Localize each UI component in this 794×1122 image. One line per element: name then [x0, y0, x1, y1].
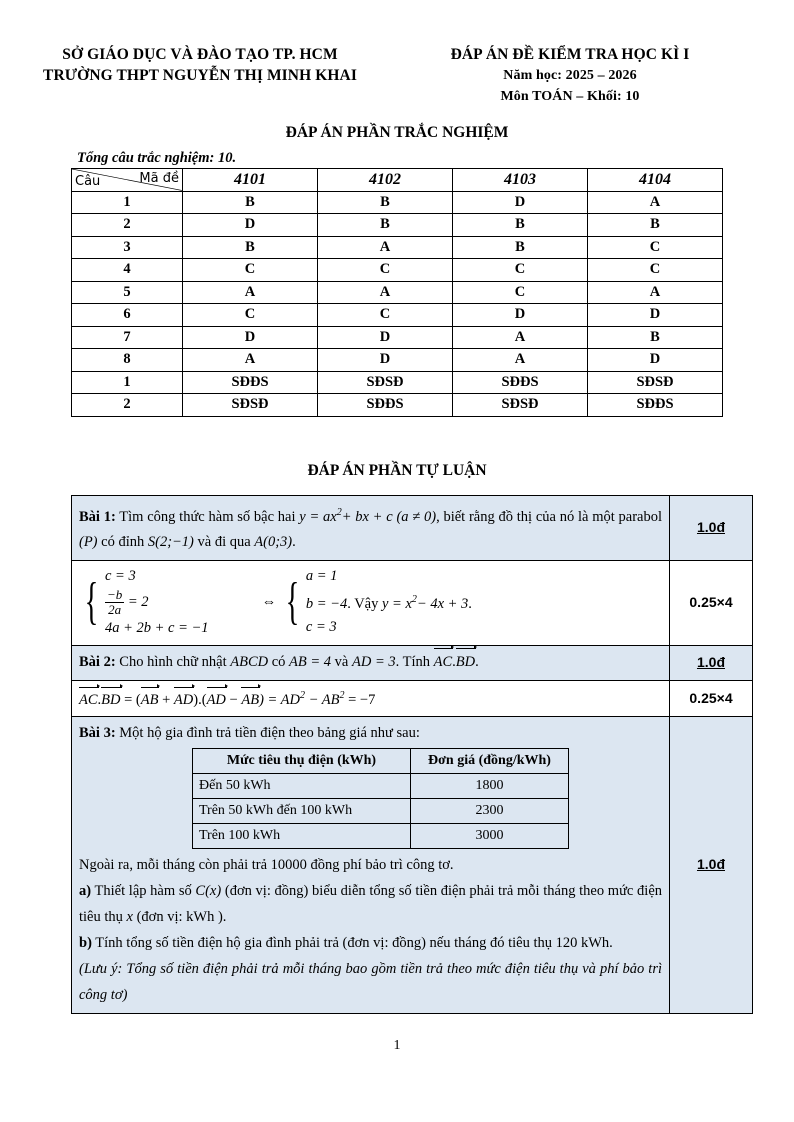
table-row	[72, 349, 723, 372]
vector-ac: AC	[79, 689, 98, 711]
vector-ac: AC	[434, 650, 453, 675]
bai2-points-value: 1.0đ	[696, 654, 725, 671]
bai3-intro: Một hộ gia đình trả tiền điện theo bảng giá như sau:	[119, 724, 420, 741]
bai1-label: Bài 1:	[79, 508, 116, 525]
price-header-tier: Mức tiêu thụ điện (kWh)	[193, 748, 411, 773]
bai3-a-label: a)	[79, 882, 92, 899]
bai2-close-2: ) = AD	[259, 691, 300, 708]
exam-code-4101: 4101	[183, 169, 318, 192]
answer-cell: D	[318, 349, 453, 372]
table-row	[72, 281, 723, 304]
bai2-solution	[72, 680, 670, 716]
electricity-price-table	[192, 748, 569, 849]
school-year: Năm học: 2025 – 2026	[503, 68, 637, 83]
bai2-exp-2: 2	[339, 689, 345, 701]
bai2-text-1: Cho hình chữ nhật	[119, 653, 227, 670]
dot-operator: .	[452, 653, 456, 670]
answer-cell: B	[318, 191, 453, 214]
bai2-minus-2: − AB	[308, 691, 340, 708]
bai2-ab: AB = 4	[289, 653, 332, 670]
question-number: 3	[72, 236, 183, 259]
dot-operator: .	[97, 691, 102, 708]
corner-diagonal-cell	[72, 169, 183, 192]
plus-operator: +	[162, 691, 171, 708]
answer-cell: C	[453, 281, 588, 304]
exam-code-4104: 4104	[588, 169, 723, 192]
bai1-sol-a: a = 1	[305, 568, 338, 585]
bai3-points-value: 1.0đ	[696, 856, 725, 873]
answer-cell: A	[318, 236, 453, 259]
bai3-a-text-1: Thiết lập hàm số	[94, 882, 192, 899]
bai2-ad: AD = 3	[351, 653, 396, 670]
answer-cell: A	[183, 281, 318, 304]
page-number: 1	[393, 1038, 401, 1053]
bai1-prompt-row	[72, 496, 753, 561]
question-number: 2	[72, 394, 183, 417]
question-number: 5	[72, 281, 183, 304]
answer-cell: C	[318, 304, 453, 327]
corner-label-made: Mã đề	[139, 171, 179, 186]
bai3-part-a	[79, 878, 662, 930]
answer-cell: D	[183, 326, 318, 349]
essay-answer-table	[71, 495, 753, 1014]
vector-bd: BD	[101, 689, 120, 711]
question-number: 4	[72, 259, 183, 282]
answer-cell: SĐSĐ	[318, 371, 453, 394]
answer-cell: B	[183, 191, 318, 214]
answer-cell: D	[588, 349, 723, 372]
table-row	[72, 259, 723, 282]
mcq-answer-table	[71, 168, 723, 417]
bai1-system-right: { a = 1 b = −4. Vậy $y = x^2- 4x + 3$. c = 3	[280, 565, 472, 639]
table-row	[193, 823, 569, 848]
answer-cell: SĐSĐ	[183, 394, 318, 417]
bai1-conclusion-exp: 2	[411, 594, 417, 606]
bai1-text-4: và đi qua	[197, 533, 251, 550]
price-tier: Đến 50 kWh	[193, 773, 411, 798]
answer-cell: A	[588, 191, 723, 214]
answer-cell: D	[453, 191, 588, 214]
bai2-text-4: . Tính	[395, 653, 430, 670]
bai3-intro-line	[79, 721, 662, 745]
table-row	[72, 191, 723, 214]
bai1-formula-rest: + bx + c	[341, 508, 393, 525]
bai1-solution	[72, 560, 670, 645]
table-row	[72, 236, 723, 259]
answer-cell: A	[588, 281, 723, 304]
answer-cell: B	[588, 326, 723, 349]
price-value: 1800	[411, 773, 569, 798]
answer-cell: B	[453, 236, 588, 259]
bai1-system-left: { c = 3 $\frac{-b}{2a}$ = 2 4a + 2b + c = −1	[79, 565, 209, 640]
bai2-points	[670, 645, 753, 680]
header-left-block	[0, 44, 400, 107]
bai3-label: Bài 3:	[79, 724, 116, 741]
bai2-text-3: và	[334, 653, 349, 670]
essay-section-title: ĐÁP ÁN PHẦN TỰ LUẬN	[307, 462, 487, 479]
bai3-b-label: b)	[79, 934, 92, 951]
vector-ad: AD	[207, 689, 226, 711]
answer-cell: C	[588, 236, 723, 259]
vector-ad: AD	[174, 689, 193, 711]
bai3-row	[72, 716, 753, 1013]
bai2-solution-row	[72, 680, 753, 716]
bai3-note: (Lưu ý: Tổng số tiền điện phải trả mỗi tháng bao gồm tiền trả theo mức điện tiêu thụ và phí bảo trì công tơ)	[79, 960, 662, 1003]
table-row	[193, 798, 569, 823]
answer-cell: A	[318, 281, 453, 304]
bai1-condition: (a ≠ 0)	[396, 508, 437, 525]
price-tier: Trên 100 kWh	[193, 823, 411, 848]
bai1-eq1: c = 3	[104, 567, 136, 584]
bai1-text-end: .	[292, 533, 296, 550]
bai1-sol-c: c = 3	[305, 619, 337, 636]
bai2-close-1: ).(	[193, 691, 207, 708]
bai1-concl-prefix: . Vậy	[347, 596, 379, 613]
table-row	[193, 773, 569, 798]
question-number: 1	[72, 371, 183, 394]
fraction-numerator: −b	[106, 586, 123, 602]
bai2-text-end: .	[475, 653, 479, 670]
question-number: 1	[72, 191, 183, 214]
price-value: 3000	[411, 823, 569, 848]
bai1-solution-row	[72, 560, 753, 645]
bai1-points-value: 1.0đ	[696, 519, 725, 536]
bai2-text-2: có	[271, 653, 286, 670]
corner-label-cau: Câu	[75, 173, 101, 189]
answer-cell: SĐĐS	[588, 394, 723, 417]
answer-cell: B	[453, 214, 588, 237]
bai1-text-2: , biết rằng đồ thị của nó là một parabol	[436, 508, 662, 525]
document-header	[0, 44, 794, 107]
fraction	[105, 588, 124, 617]
answer-cell: B	[318, 214, 453, 237]
table-row	[72, 326, 723, 349]
bai1-vertex: S(2;−1)	[147, 533, 194, 550]
price-tier: Trên 50 kWh đến 100 kWh	[193, 798, 411, 823]
answer-cell: C	[183, 304, 318, 327]
table-row	[72, 371, 723, 394]
bai3-a-text-2: (đơn vị: đồng) biểu diễn tổng số tiền điện phải trả mỗi tháng theo mức điện tiêu thụ	[79, 882, 663, 925]
answer-cell: A	[183, 349, 318, 372]
bai1-text-1: Tìm công thức hàm số bậc hai	[119, 508, 296, 525]
answer-cell: SĐĐS	[453, 371, 588, 394]
equiv-symbol: ⇔	[261, 593, 277, 610]
table-row	[72, 394, 723, 417]
bai1-conclusion-rest: − 4x + 3	[416, 596, 469, 613]
vector-bd: BD	[456, 650, 475, 675]
question-number: 8	[72, 349, 183, 372]
minus-operator: −	[229, 691, 238, 708]
bai3-function: C(x)	[195, 882, 222, 899]
bai1-eq2	[105, 588, 209, 617]
bai2-result: = −7	[348, 691, 376, 708]
answer-cell: B	[588, 214, 723, 237]
bai2-rect: ABCD	[230, 653, 269, 670]
vector-ab: AB	[141, 689, 159, 711]
bai1-conclusion-end: .	[468, 596, 472, 613]
school-name: TRƯỜNG THPT NGUYỄN THỊ MINH KHAI	[43, 67, 357, 84]
bai3-variable: x	[126, 908, 133, 925]
price-header-unit: Đơn giá (đồng/kWh)	[411, 748, 569, 773]
answer-cell: A	[453, 326, 588, 349]
department-name: SỞ GIÁO DỤC VÀ ĐÀO TẠO TP. HCM	[62, 46, 338, 63]
answer-cell: D	[453, 304, 588, 327]
answer-cell: SĐĐS	[183, 371, 318, 394]
bai1-solution-points: 0.25×4	[670, 560, 753, 645]
bai2-label: Bài 2:	[79, 653, 116, 670]
vector-ab: AB	[241, 689, 259, 711]
bai1-conclusion: y = x	[382, 596, 412, 613]
bai2-solution-points: 0.25×4	[670, 680, 753, 716]
mcq-section-title: ĐÁP ÁN PHẦN TRẮC NGHIỆM	[285, 124, 509, 141]
answer-cell: D	[183, 214, 318, 237]
answer-cell: SĐĐS	[318, 394, 453, 417]
bai1-sol-b: b = −4	[305, 596, 348, 613]
bai3-extra-fee: Ngoài ra, mỗi tháng còn phải trả 10000 đồng phí bảo trì công tơ.	[79, 856, 454, 873]
answer-cell: SĐSĐ	[588, 371, 723, 394]
mcq-total-label: Tổng câu trắc nghiệm: 10.	[77, 150, 237, 166]
bai1-parabola: (P)	[79, 533, 98, 550]
bai1-prompt	[72, 496, 670, 561]
question-number: 6	[72, 304, 183, 327]
answer-cell: SĐSĐ	[453, 394, 588, 417]
price-value: 2300	[411, 798, 569, 823]
answer-cell: D	[318, 326, 453, 349]
bai2-prompt-row	[72, 645, 753, 680]
bai2-exp-1: 2	[300, 689, 305, 701]
bai1-text-3: có đỉnh	[101, 533, 145, 550]
bai1-formula-y: y = ax	[299, 508, 337, 525]
header-right-block	[400, 44, 740, 107]
bai3-points	[670, 716, 753, 1013]
table-row	[72, 304, 723, 327]
bai1-eq2-rhs: = 2	[127, 593, 149, 610]
question-number: 7	[72, 326, 183, 349]
bai2-eq-mid: = (	[124, 691, 141, 708]
fraction-denominator: 2a	[108, 601, 122, 617]
exam-title: ĐÁP ÁN ĐỀ KIỂM TRA HỌC KÌ I	[450, 46, 690, 63]
bai3-b-text: Tính tổng số tiền điện hộ gia đình phải trả (đơn vị: đồng) nếu tháng đó tiêu thụ 120 kWh.	[95, 934, 613, 951]
bai1-point: A(0;3)	[254, 533, 293, 550]
bai2-prompt	[72, 645, 670, 680]
exam-code-4103: 4103	[453, 169, 588, 192]
bai1-eq3: 4a + 2b + c = −1	[104, 619, 209, 636]
mcq-header-row	[72, 169, 723, 192]
bai3-content	[72, 716, 670, 1013]
bai3-a-text-3: (đơn vị: kWh ).	[136, 908, 227, 925]
answer-cell: C	[183, 259, 318, 282]
answer-cell: C	[453, 259, 588, 282]
answer-cell: D	[588, 304, 723, 327]
question-number: 2	[72, 214, 183, 237]
price-header-row	[193, 748, 569, 773]
bai1-formula-exp: 2	[336, 507, 342, 518]
answer-cell: C	[318, 259, 453, 282]
subject-grade: Môn TOÁN – Khối: 10	[500, 89, 640, 104]
bai3-part-b	[79, 930, 662, 956]
table-row	[72, 214, 723, 237]
exam-code-4102: 4102	[318, 169, 453, 192]
answer-cell: A	[453, 349, 588, 372]
answer-cell: C	[588, 259, 723, 282]
bai1-points	[670, 496, 753, 561]
answer-cell: B	[183, 236, 318, 259]
